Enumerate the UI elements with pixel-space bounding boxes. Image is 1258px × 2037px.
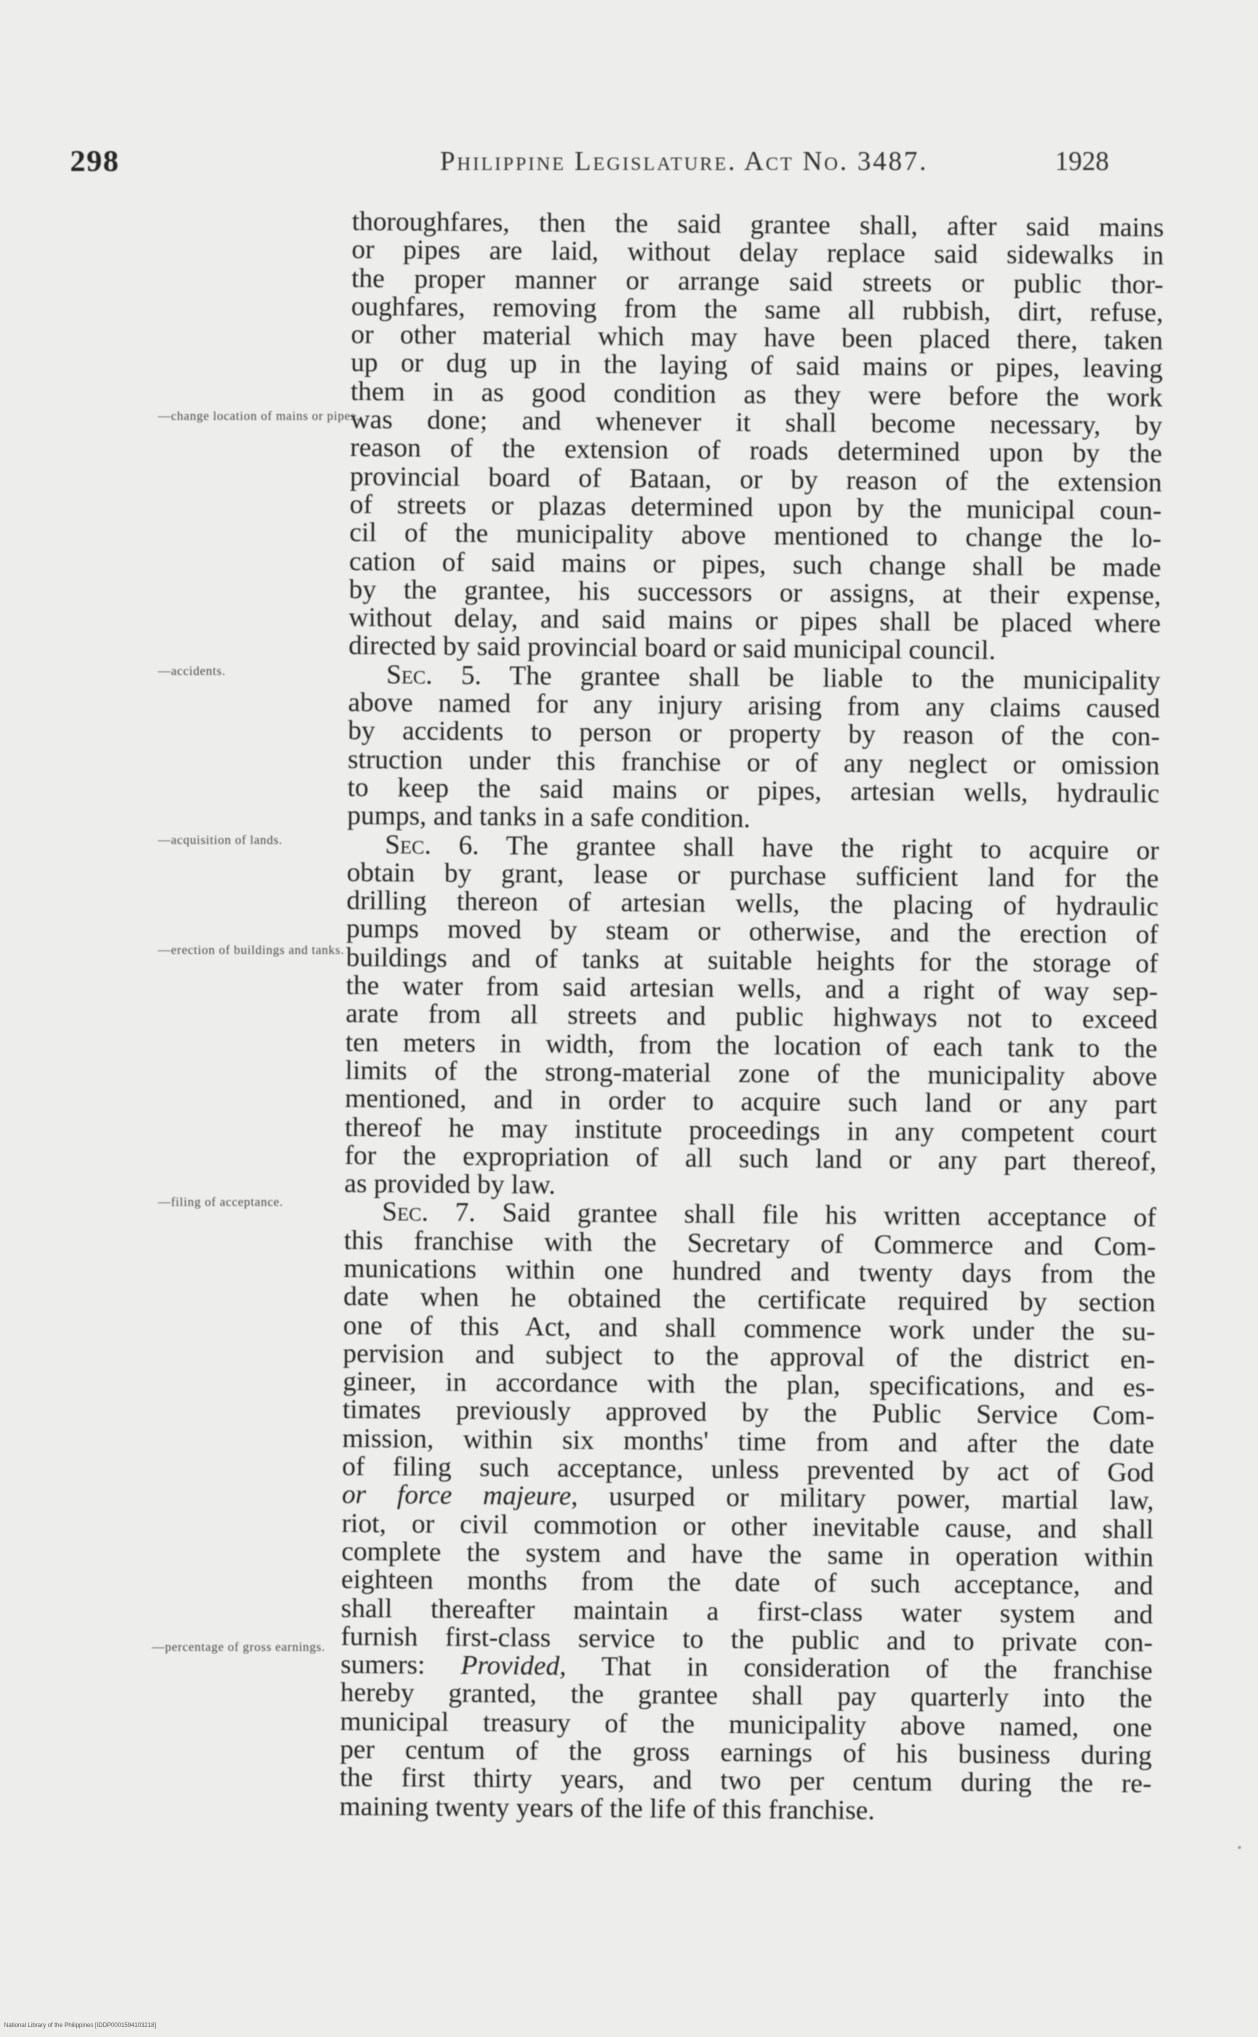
margin-note-acquisition-of-lands: —acquisition of lands. <box>158 833 283 847</box>
body-line: of streets or plazas determined upon by the municipal coun- <box>349 488 1162 526</box>
italic-phrase: Provided, <box>460 1650 567 1681</box>
body-line: munications within one hundred and twenty days from the <box>343 1252 1156 1290</box>
body-line: gineer, in accordance with the plan, specifications, and es- <box>342 1366 1155 1403</box>
body-line: mission, within six months' time from and after the date <box>342 1422 1155 1460</box>
section-6-first-line: Sec. 6. The grantee shall have the right to acquire or <box>384 828 1160 865</box>
body-line: or other material which may have been placed there, taken <box>350 319 1164 356</box>
body-line: for the expropriation of all such land or any part thereof, <box>344 1139 1157 1177</box>
body-line: struction under this franchise or of any neglect or omission <box>347 743 1160 781</box>
body-line: riot, or civil commotion or other inevitable cause, and shall <box>341 1507 1154 1544</box>
body-line: ten meters in width, from the location of each tank to the <box>345 1026 1158 1063</box>
body-line: the proper manner or arrange said streets or public thor- <box>351 262 1164 299</box>
body-line: above named for any injury arising from any claims caused <box>347 687 1161 724</box>
body-line: complete the system and have the same in operation within <box>341 1535 1154 1573</box>
body-line: to keep the said mains or pipes, artesian wells, hydraulic <box>347 771 1160 809</box>
body-line: oughfares, removing from the same all rubbish, dirt, refuse, <box>351 290 1164 328</box>
italic-phrase: or force majeure <box>341 1479 572 1512</box>
page-number: 298 <box>70 143 120 178</box>
section-label: Sec. 5. <box>386 659 482 690</box>
body-line: pervision and subject to the approval of the district en- <box>342 1337 1156 1375</box>
section-5-first-line: Sec. 5. The grantee shall be liable to the municipality <box>386 659 1161 696</box>
body-line-force-majeure: or force majeure, usurped or military power, martial law, <box>341 1479 1154 1516</box>
body-line: of filing such acceptance, unless prevented by act of God <box>341 1451 1155 1488</box>
body-line: without delay, and said mains or pipes shall be placed where <box>348 602 1161 639</box>
body-line: municipal treasury of the municipality above named, one <box>339 1705 1153 1743</box>
body-line: per centum of the gross earnings of his business during <box>339 1733 1152 1771</box>
body-line: shall thereafter maintain a first-class water system and <box>340 1592 1154 1629</box>
body-line: provincial board of Bataan, or by reason of the extension <box>349 460 1162 498</box>
body-text <box>339 207 1164 1826</box>
body-line: hereby granted, the grantee shall pay quarterly into the <box>340 1677 1153 1714</box>
body-line: one of this Act, and shall commence work under the su- <box>343 1309 1156 1346</box>
body-line: timates previously approved by the Public Service Com- <box>342 1394 1155 1431</box>
running-head-year: 1928 <box>1055 146 1109 176</box>
body-line: cil of the municipality above mentioned to change the lo- <box>349 517 1162 554</box>
body-line: this franchise with the Secretary of Commerce and Com- <box>343 1224 1156 1262</box>
body-line: thoroughfares, then the said grantee shall, after said mains <box>351 206 1164 243</box>
margin-note-accidents: —accidents. <box>158 664 226 678</box>
section-label: Sec. 6. <box>384 828 480 860</box>
running-head: Philippine Legislature. Act No. 3487. <box>440 146 929 176</box>
body-line: cation of said mains or pipes, such change shall be made <box>349 545 1162 582</box>
margin-note-percentage-of-gross-earnings: —percentage of gross earnings. <box>152 1640 326 1654</box>
body-line: was done; and whenever it shall become necessary, by <box>350 404 1163 441</box>
body-line: or pipes are laid, without delay replace said sidewalks in <box>351 234 1164 271</box>
body-line: furnish first-class service to the public and to private con- <box>340 1620 1153 1658</box>
section-7-first-line: Sec. 7. Said grantee shall file his written acceptance of <box>381 1196 1157 1233</box>
scan-footer-credit: National Library of the Philippines [IDDP0001594103218] <box>4 2023 157 2029</box>
body-line: as provided by law. <box>344 1168 556 1200</box>
body-line: date when he obtained the certificate required by section <box>343 1281 1156 1318</box>
body-line: buildings and of tanks at suitable heights for the storage of <box>345 941 1159 979</box>
margin-note-change-location: —change location of mains or pipes. <box>158 409 360 423</box>
body-line: limits of the strong-material zone of the municipality above <box>345 1054 1158 1092</box>
body-line-provided: sumers: Provided, That in consideration of the franchise <box>340 1649 1153 1686</box>
body-line: them in as good condition as they were before the work <box>350 375 1163 413</box>
section-label: Sec. 7. <box>381 1196 476 1228</box>
body-line: directed by said provincial board or said municipal council. <box>348 630 996 666</box>
scan-speck <box>1238 1846 1241 1849</box>
body-line: pumps, and tanks in a safe condition. <box>347 800 751 834</box>
body-line: by accidents to person or property by reason of the con- <box>347 715 1160 752</box>
body-line: maining twenty years of the life of this franchise. <box>339 1790 875 1825</box>
body-line: mentioned, and in order to acquire such land or any part <box>344 1083 1158 1120</box>
margin-note-filing-of-acceptance: —filing of acceptance. <box>158 1195 284 1209</box>
body-line: drilling thereon of artesian wells, the placing of hydraulic <box>346 885 1159 922</box>
body-line: thereof he may institute proceedings in any competent court <box>344 1111 1157 1148</box>
body-line: eighteen months from the date of such acceptance, and <box>341 1564 1154 1601</box>
body-line: arate from all streets and public highways not to exceed <box>345 998 1158 1035</box>
body-line: pumps moved by steam or otherwise, and the erection of <box>346 913 1159 950</box>
body-line: the first thirty years, and two per centum during the re- <box>339 1762 1152 1799</box>
body-line: up or dug up in the laying of said mains or pipes, leaving <box>350 347 1163 384</box>
body-line: reason of the extension of roads determined upon by the <box>349 432 1163 469</box>
body-line: by the grantee, his successors or assigns, at their expense, <box>348 573 1162 611</box>
body-line: the water from said artesian wells, and a right of way sep- <box>345 969 1158 1007</box>
margin-note-erection-of-buildings: —erection of buildings and tanks. <box>158 943 345 957</box>
body-line: obtain by grant, lease or purchase sufficient land for the <box>346 856 1159 894</box>
